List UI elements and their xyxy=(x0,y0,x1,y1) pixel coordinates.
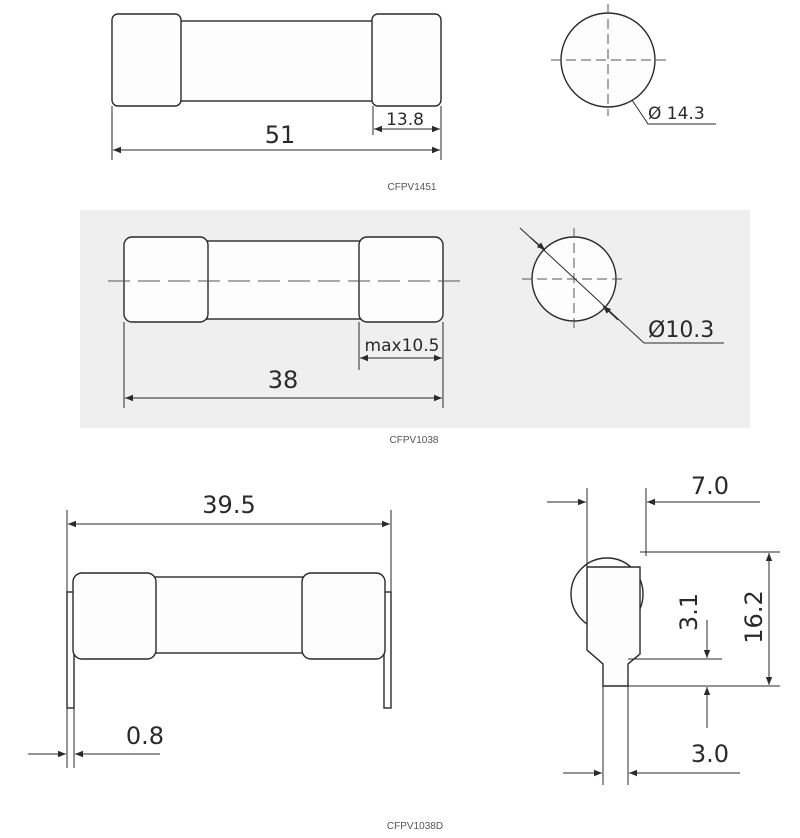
offset-dimension-label: 3.1 xyxy=(675,592,703,632)
fuse-side-view xyxy=(108,237,460,322)
diameter-label: Ø10.3 xyxy=(648,318,715,343)
cap-dimension-label: 13.8 xyxy=(386,110,424,130)
cap-dimension-label: max10.5 xyxy=(364,336,440,356)
length-dimension-label: 39.5 xyxy=(202,491,256,519)
drawing-caption: CFPV1038D xyxy=(386,821,444,832)
fuse-with-pins-end-view xyxy=(571,558,643,686)
fuse-with-pins-side-view xyxy=(67,573,391,708)
drawing-caption: CFPV1451 xyxy=(387,182,437,193)
fuse-drawing-cfpv1038d xyxy=(28,472,780,832)
fuse-drawing-cfpv1451 xyxy=(112,4,716,193)
pin-dimension-label: 0.8 xyxy=(125,722,165,750)
width-dimension-label: 7.0 xyxy=(690,472,730,500)
length-dimension-label: 51 xyxy=(264,121,296,149)
fuse-side-view xyxy=(112,14,441,106)
diameter-label: Ø 14.3 xyxy=(648,104,705,124)
length-dimension-label: 38 xyxy=(267,366,299,394)
height-dimension-label: 16.2 xyxy=(740,590,768,644)
fuse-end-view xyxy=(551,4,666,116)
fuse-drawing-cfpv1038 xyxy=(80,210,750,446)
lead-dimension-label: 3.0 xyxy=(690,740,730,768)
drawing-caption: CFPV1038 xyxy=(389,435,439,446)
